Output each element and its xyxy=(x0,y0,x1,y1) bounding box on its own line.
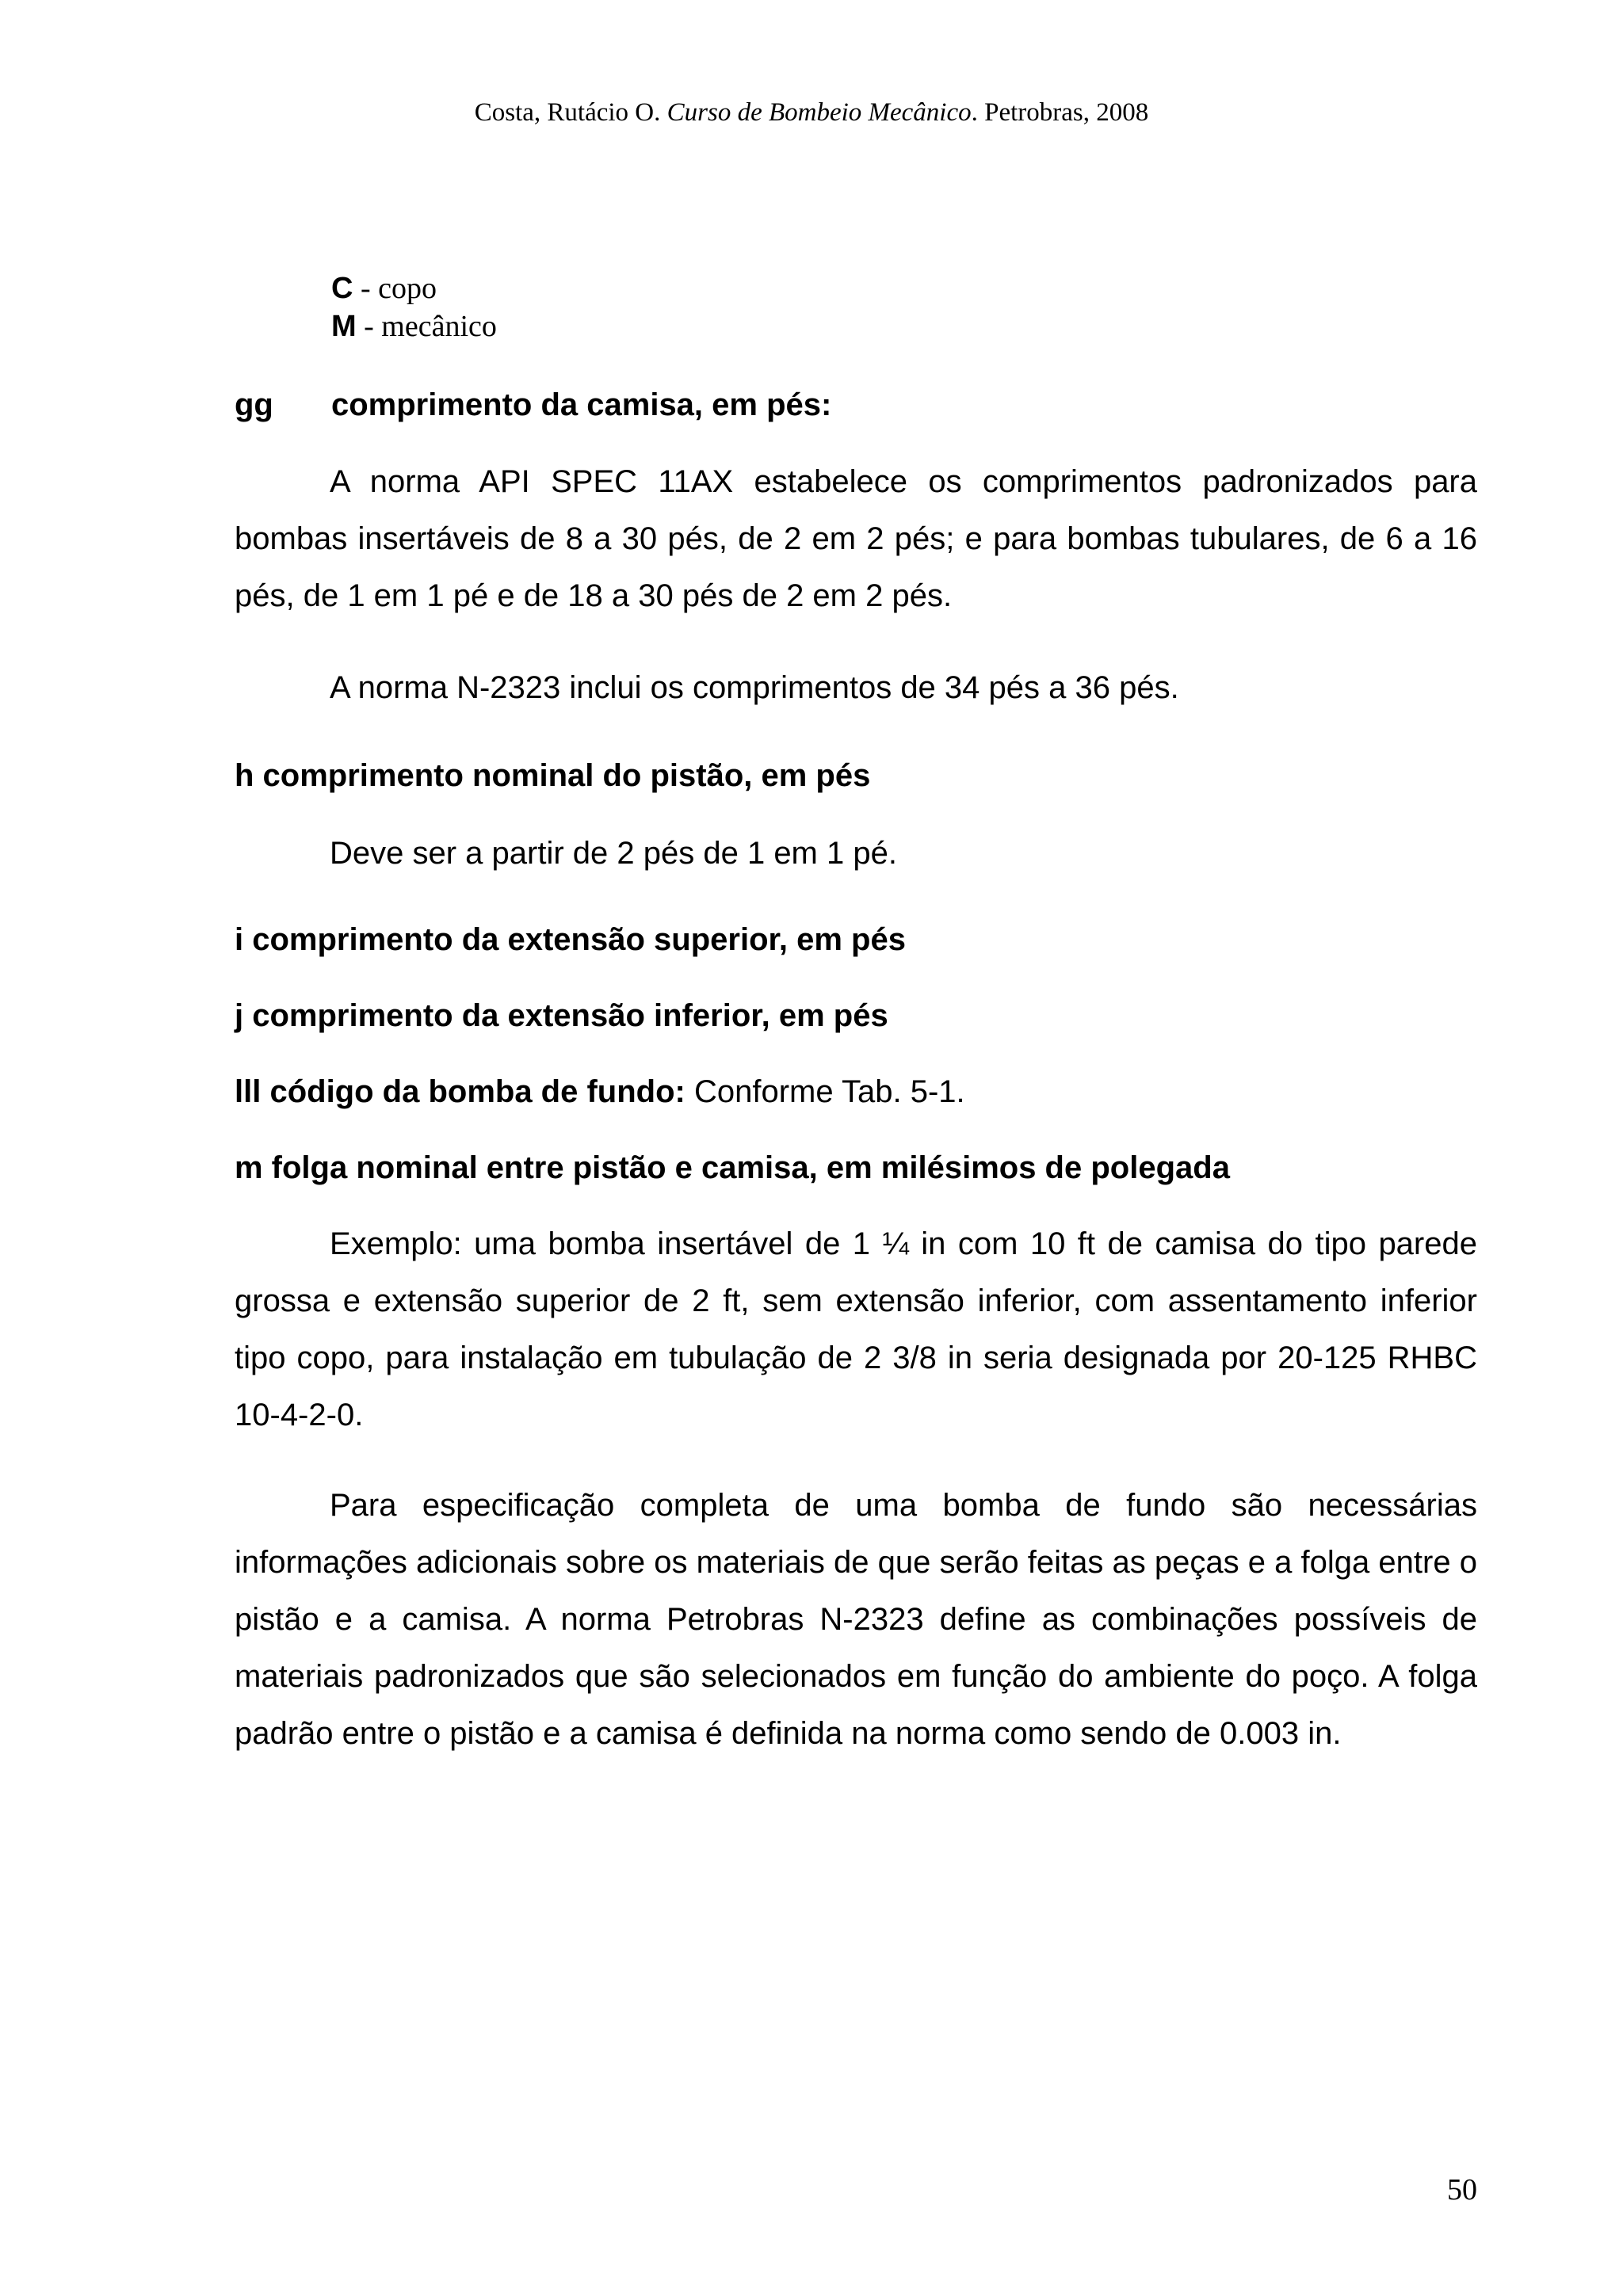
seating-label: - mecânico xyxy=(364,310,497,343)
section-m-title: m folga nominal entre pistão e camisa, em milésimos de polegada xyxy=(235,1150,1230,1185)
seating-label: - copo xyxy=(360,272,437,305)
section-gg-note: A norma N-2323 inclui os comprimentos de 34 pés a 36 pés. xyxy=(330,670,1179,705)
section-gg-code: gg xyxy=(235,387,273,422)
example-paragraph: Exemplo: uma bomba insertável de 1 ¼ in com 10 ft de camisa do tipo parede grossa e extensão superior de 2 ft, sem extensão inferior, com assentamento inferior tipo copo, para instalação em tubulação de 2 3/8 in seria designada por 20-125 RHBC 10-4-2-0. xyxy=(235,1226,1477,1432)
section-gg-paragraph: A norma API SPEC 11AX estabelece os comprimentos padronizados para bombas insertáveis de 8 a 30 pés, de 2 em 2 pés; e para bombas tubulares, de 6 a 16 pés, de 1 em 1 pé e de 18 a 30 pés de 2 em 2 pés. xyxy=(235,464,1477,613)
seating-code: C xyxy=(331,272,353,305)
closing-paragraph: Para especificação completa de uma bomba de fundo são necessárias informações adicionais sobre os materiais de que serão feitas as peças e a folga entre o pistão e a camisa. A norma Petrobras N-2323 define as combinações possíveis de materiais padronizados que são selecionados em função do ambiente do poço. A folga padrão entre o pistão e a camisa é definida na norma como sendo de 0.003 in. xyxy=(235,1488,1477,1751)
seating-item-copo xyxy=(331,269,437,307)
seating-item-mecanico xyxy=(331,307,497,345)
section-lll-text: Conforme Tab. 5-1. xyxy=(693,1074,965,1109)
seating-code: M xyxy=(331,310,357,343)
header-title: Curso de Bombeio Mecânico xyxy=(666,98,972,127)
section-gg-title: comprimento da camisa, em pés: xyxy=(331,387,832,422)
running-header: Costa, Rutácio O. Curso de Bombeio Mecânico. Petrobras, 2008 xyxy=(474,98,1149,127)
section-h-title: h comprimento nominal do pistão, em pés xyxy=(235,758,871,793)
section-lll-title: lll código da bomba de fundo: xyxy=(235,1074,685,1109)
page-number: 50 xyxy=(1447,2173,1477,2206)
section-j-title: j comprimento da extensão inferior, em pés xyxy=(235,998,888,1033)
section-h-text: Deve ser a partir de 2 pés de 1 em 1 pé. xyxy=(330,836,897,871)
header-author: Costa, Rutácio O. xyxy=(474,98,661,127)
section-i-title: i comprimento da extensão superior, em pés xyxy=(235,922,906,957)
section-lll-line xyxy=(235,1073,965,1111)
header-publisher: Petrobras, 2008 xyxy=(984,98,1149,127)
